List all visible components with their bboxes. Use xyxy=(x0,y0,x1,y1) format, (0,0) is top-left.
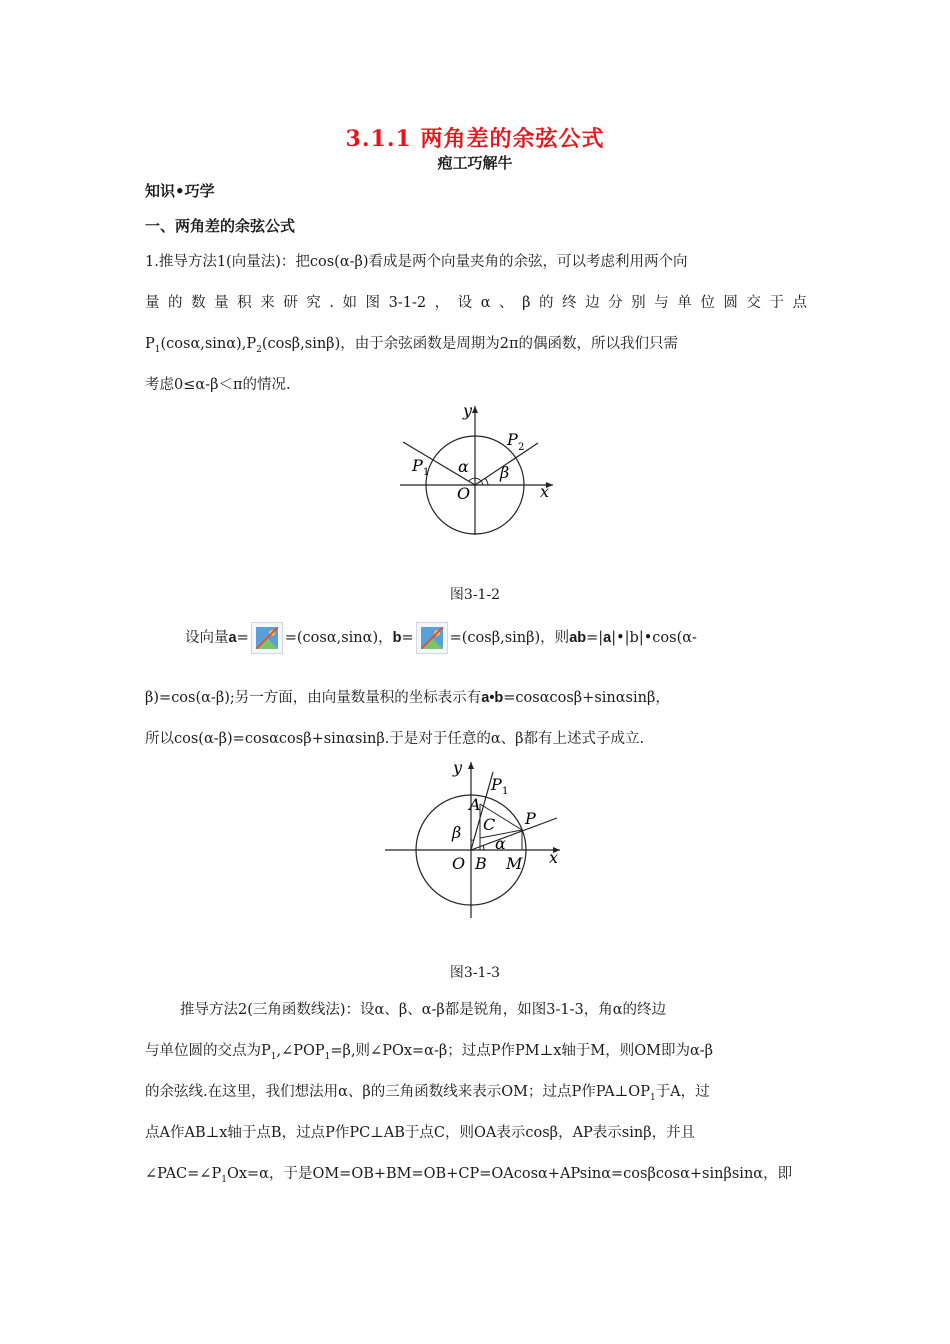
paragraph2-line3: 所以cos(α-β)=cosαcosβ+sinαsinβ.于是对于任意的α、β都有上述式子成立. xyxy=(145,731,645,747)
fig2-label-o: O xyxy=(452,854,466,873)
paragraph3-line1: 推导方法2(三角函数线法)：设α、β、α-β都是锐角，如图3-1-3，角α的终边 xyxy=(180,1002,667,1018)
fig1-label-p2-sub: 2 xyxy=(518,442,525,453)
fig2-label-alpha: α xyxy=(495,834,506,853)
paragraph1-line2: 量的数量积来研究.如图3-1-2，设α、β的终边分别与单位圆交于点 xyxy=(145,295,807,311)
figure1-caption: 图3-1-2 xyxy=(449,587,501,603)
page-subtitle: 疱工巧解牛 xyxy=(437,154,513,172)
paragraph3-line4: 点A作AB⊥x轴于点B，过点P作PC⊥AB于点C，则OA表示cosβ，AP表示sinβ，并且 xyxy=(145,1125,696,1141)
fig1-label-y: y xyxy=(463,401,473,420)
angle-arc-beta xyxy=(471,840,474,841)
fig2-label-p: P xyxy=(525,809,536,828)
fig2-label-beta: β xyxy=(452,823,462,842)
fig2-label-y: y xyxy=(453,760,463,777)
fig1-label-beta: β xyxy=(500,463,510,482)
fig2-label-a: A xyxy=(469,795,481,814)
fig1-label-p1-sub: 1 xyxy=(423,467,430,478)
paragraph2-line1: 设向量a= =(cosα,sinα)，b= =(cosβ,sinβ)，则ab=|a|•|b|•cos(α- xyxy=(185,622,847,654)
figure-unit-circle-2 xyxy=(385,760,565,920)
fig1-label-p1: P xyxy=(412,456,423,475)
fig1-label-o: O xyxy=(457,484,471,503)
fig2-label-p1: P xyxy=(491,775,502,794)
page-title: 3.1.1 两角差的余弦公式 xyxy=(345,126,605,152)
paragraph3-line3: 的余弦线.在这里，我们想法用α、β的三角函数线来表示OM；过点P作$PA\perp OP_1$于A，过 xyxy=(145,1084,710,1103)
figure2-caption: 图3-1-3 xyxy=(449,965,501,981)
fig1-label-x: x xyxy=(540,482,550,501)
fig2-label-p1-sub: 1 xyxy=(502,786,509,797)
fig2-label-b: B xyxy=(475,854,487,873)
angle-arc-beta xyxy=(485,478,488,485)
paragraph1-line1: 1.推导方法1(向量法)：把cos(α-β)看成是两个向量夹角的余弦，可以考虑利用两个向 xyxy=(145,254,688,270)
vector-ob-image xyxy=(416,622,448,654)
paragraph1-line3: $P_1(\cos\alpha,\sin\alpha),P_2(\cos\beta,\sin\beta)$，由于余弦函数是周期为2π的偶函数，所以我们只需 xyxy=(145,336,678,355)
section-heading-knowledge: 知识•巧学 xyxy=(145,182,215,200)
fig2-label-c: C xyxy=(483,815,496,834)
fig2-label-x: x xyxy=(549,848,559,867)
y-axis-arrow xyxy=(468,762,474,769)
paragraph3-line2: 与单位圆的交点为$P_1,\angle POP_1=\beta$,则∠POx=α-β；过点P作PM⊥x轴于M，则OM即为α-β xyxy=(145,1043,714,1062)
vector-oa-image xyxy=(251,622,283,654)
fig2-label-m: M xyxy=(506,854,523,873)
paragraph1-line4: 考虑0≤α-β＜π的情况. xyxy=(145,377,291,393)
paragraph3-line5: $\angle PAC=\angle P_1Ox=\alpha$，于是OM=OB+BM=OB+CP=OAcosα+APsinα=cosβcosα+sinβsinα，即 xyxy=(145,1166,793,1185)
figure-unit-circle-1 xyxy=(395,400,560,540)
y-axis-arrow xyxy=(472,406,478,413)
paragraph2-line2: β)=cos(α-β);另一方面，由向量数量积的坐标表示有a•b=cosαcosβ+sinαsinβ， xyxy=(145,690,670,706)
section-heading-formula: 一、两角差的余弦公式 xyxy=(145,217,296,235)
fig1-label-p2: P xyxy=(507,430,518,449)
fig1-label-alpha: α xyxy=(458,457,469,476)
